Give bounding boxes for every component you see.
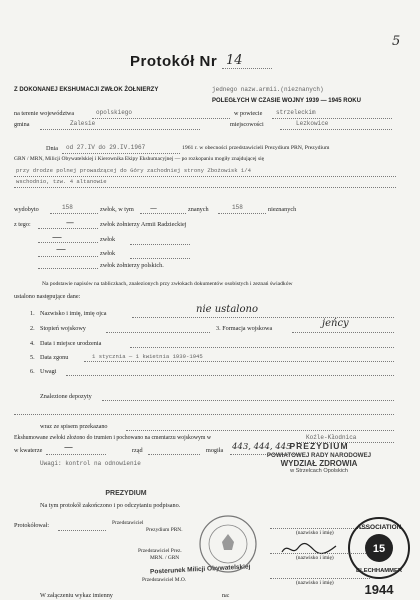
field-5-label: Data zgonu — [40, 354, 69, 361]
presidium-stamp — [86, 490, 166, 498]
presidium-stamp-line1: PREZYDIUM — [105, 490, 147, 497]
footer-right: na: — [222, 592, 230, 599]
date-label: Dnia — [46, 145, 59, 152]
generic-line-2 — [38, 256, 98, 257]
field-2-label: Stopień wojskowy — [40, 325, 86, 332]
sig-caption-2: (nazwisko i imię) — [296, 555, 334, 561]
document-number: 14 — [226, 53, 243, 68]
commune-value: Zalesie — [70, 120, 96, 127]
logo-center: 15 — [372, 543, 386, 555]
transfer-line2: Ekshumowane zwłoki złożono do trumien i pochowano na cmentarzu wojskowym w — [14, 435, 212, 441]
field-4-label: Data i miejsce urodzenia — [40, 340, 102, 347]
field-5-value: 1 stycznia — 1 kwietnia 1939-1945 — [92, 353, 203, 360]
quarter-value: — — [64, 443, 73, 453]
deposits-line — [102, 400, 394, 401]
locality-label: miejscowości — [230, 121, 264, 128]
date-line — [62, 153, 180, 154]
field-4-line — [130, 347, 394, 348]
logo-year: 1944 — [364, 582, 394, 597]
field-1-label: Nazwisko i imię, imię ojca — [40, 310, 107, 317]
field-1-value: nie ustalono — [196, 304, 258, 315]
document-title: Protokół Nr — [130, 53, 218, 70]
health-stamp-line2: POWIATOWEJ RADY NARODOWEJ — [266, 451, 372, 459]
graves-label: mogiła — [206, 447, 224, 454]
red-army-value: — — [66, 218, 74, 227]
of-which-label: z tego: — [14, 221, 31, 228]
field-2-num: 2. — [30, 325, 35, 332]
known-value: — — [150, 204, 157, 212]
rep-mo-label: Przedstawiciel M.O. — [142, 577, 187, 583]
row-label: rząd — [132, 447, 143, 454]
generic-rule-2 — [130, 258, 190, 259]
field-3-value: jeńcy — [322, 318, 349, 329]
protocolist-line — [58, 530, 106, 531]
commune-label: gmina — [14, 121, 30, 128]
quarter-label: w kwaterze — [14, 447, 43, 454]
field-2-line — [106, 332, 210, 333]
health-stamp-line1: PREZYDIUM — [289, 441, 349, 451]
protocolist-label: Protokółował: — [14, 522, 50, 529]
health-dept-stamp — [254, 442, 384, 475]
row-line — [148, 454, 200, 455]
field-5-num: 5. — [30, 354, 35, 361]
county-value: strzeleckim — [276, 109, 316, 116]
unknown-label: nieznanych — [268, 206, 297, 213]
exhumed-label: wydobyto — [14, 206, 39, 213]
logo-bottom-text: BLECHHAMMER — [355, 568, 403, 574]
round-official-stamp — [196, 512, 260, 576]
typed-line-1-rule — [14, 176, 396, 177]
county-label: w powiecie — [234, 110, 263, 117]
exhumed-value: 158 — [62, 204, 73, 211]
header-line2: POLEGŁYCH W CZASIE WOJNY 1939 — 1945 ROKU — [212, 98, 361, 104]
unknown-line — [218, 213, 266, 214]
commune-line — [40, 129, 200, 130]
transfer-line1-rule — [126, 430, 394, 431]
graves-value: 443, 444, 445 — [232, 442, 292, 452]
generic-line-1 — [38, 242, 98, 243]
basis-a: Na podstawie napisów na tabliczkach, znalezionych przy zwłokach dokumentów osobistych i zeznań świadków — [42, 281, 293, 287]
typed-line-2: wschodnio, tzw. 4 altanowie — [16, 178, 107, 185]
rep-grn-label2: MRN. / GRN — [150, 555, 180, 561]
health-stamp-line4: w Strzelcach Opolskich — [290, 468, 348, 475]
deposits-line-2 — [14, 414, 394, 415]
locality-line — [280, 129, 392, 130]
voivodeship-value: opolskiego — [96, 109, 133, 116]
sig-caption-3: (nazwisko i imię) — [296, 580, 334, 586]
field-3-line — [292, 332, 394, 333]
field-6-label: Uwagi — [40, 368, 57, 375]
rep-prn-label2: Prezydium PRN. — [146, 527, 183, 533]
field-6-line — [66, 375, 394, 376]
title-number-line — [222, 68, 272, 69]
header-typed: jednego nazw.armii.(nieznanych) — [212, 86, 324, 93]
sig-caption-1: (nazwisko i imię) — [296, 530, 334, 536]
generic-label-1: zwłok — [100, 236, 116, 243]
typed-line-1: przy drodze polnej prowadzącej do Góry zachodniej strony Zbożowisk 1/4 — [16, 167, 251, 174]
field-3-label: 3. Formacja wojskowa — [216, 325, 273, 332]
closing-text: Na tym protokół zakończono i po odczytaniu podpisano. — [40, 502, 181, 509]
footer-left: W załączeniu wykaz imienny — [40, 592, 113, 599]
exhumed-line — [50, 213, 98, 214]
red-army-label: zwłok żołnierzy Armii Radzieckiej — [100, 221, 187, 228]
quarter-line — [46, 454, 106, 455]
transfer-notes: Uwagi: kontrol na odnowienie — [40, 460, 141, 467]
field-5-line — [84, 361, 394, 362]
basis-b: ustalono następujące dane: — [14, 293, 81, 300]
typed-line-2-rule — [14, 187, 396, 188]
generic-label-2: zwłok — [100, 250, 116, 257]
header-line1: Z DOKONANEJ EKSHUMACJI ZWŁOK ŻOŁNIERZY — [14, 87, 159, 93]
field-4-num: 4. — [30, 340, 35, 347]
para1-b: GRN / MRN, Milicji Obywatelskiej i Kierownika Ekipy Ekshumacyjnej — po rozkopaniu mogiły znajdującej się — [14, 156, 265, 162]
deposits-label: Znalezione depozyty — [40, 393, 92, 400]
voivodeship-line — [92, 118, 230, 119]
association-logo — [340, 510, 418, 600]
unknown-value: 158 — [232, 204, 243, 211]
locality-value: Lezkowice — [296, 120, 329, 127]
para1-a: 1961 r. w obecności przedstawicieli Prezydium PRN, Prezydium — [182, 145, 330, 151]
generic-value-1: — — [52, 232, 62, 243]
date-value: od 27.IV do 29.IV.1967 — [66, 144, 146, 151]
known-label: znanych — [188, 206, 209, 213]
mo-stamp: Posterunek Milicji Obywatelskiej — [149, 563, 251, 576]
field-1-line — [132, 317, 394, 318]
known-line — [140, 213, 186, 214]
rep-prn-label: Przedstawiciel — [112, 520, 144, 526]
polish-line — [38, 268, 98, 269]
field-6-num: 6. — [30, 368, 35, 375]
generic-rule-1 — [130, 244, 190, 245]
generic-value-2: — — [56, 244, 66, 255]
county-line — [272, 118, 392, 119]
polish-label: zwłok żołnierzy polskich. — [100, 262, 164, 269]
rep-grn-label: Przedstawiciel Prez. — [138, 548, 182, 554]
field-1-num: 1. — [30, 310, 35, 317]
cemetery-value: Koźle-Kłodnica — [306, 434, 357, 441]
red-army-line — [38, 228, 98, 229]
corpses-label: zwłok, w tym — [100, 206, 134, 213]
voivodeship-label: na terenie województwa — [14, 110, 75, 117]
transfer-line1: wraz ze spisem przekazano — [40, 423, 108, 430]
health-stamp-line3: WYDZIAŁ ZDROWIA — [280, 458, 358, 468]
page-number: 5 — [392, 34, 401, 49]
logo-top-text: ASSOCIATION — [356, 524, 402, 531]
